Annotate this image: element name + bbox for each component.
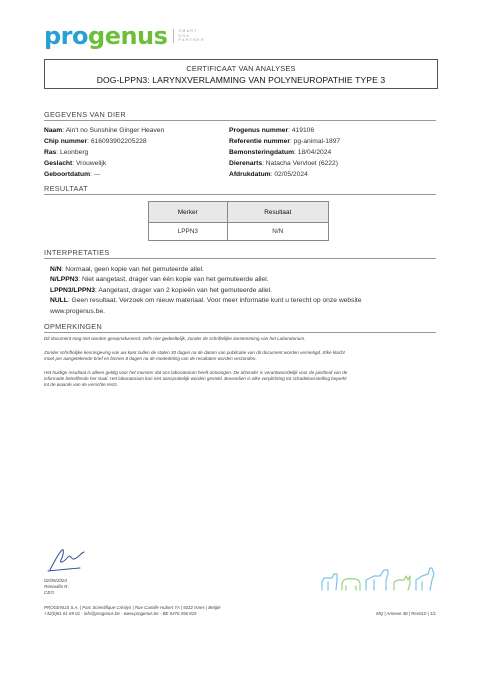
- goat-icon: [416, 568, 434, 590]
- field-veterinarian: Dierenarts: Natacha Vervloet (6222): [229, 160, 338, 167]
- logo-wordmark: progenus: [44, 22, 168, 50]
- footer-company-info: PROGENUS S.A. | Parc Scientifique Créalys | Rue Camille Hubert 7A | 5032 Isnes | België +32(0)81 61 69 01 - info@progenus.be - www.progenus.be - BE 0476 356 815: [44, 605, 221, 616]
- certificate-title: DOG-LPPN3: LARYNXVERLAMMING VAN POLYNEUROPATHIE TYPE 3: [96, 75, 386, 85]
- animal-silhouettes-illustration: [318, 560, 438, 596]
- field-sampling-date: Bemonsteringdatum: 18/04/2024: [229, 149, 332, 156]
- dog-icon: [322, 574, 337, 590]
- website-link[interactable]: www.progenus.be.: [50, 307, 106, 315]
- field-name: Naam: Ain't no Sunshine Ginger Heaven: [44, 127, 165, 134]
- signature-role: CEO: [44, 590, 54, 595]
- footer-document-reference: MQ | Annexe 48 | Rev010 | 1/1: [376, 611, 436, 616]
- remark-samples: Zonder schriftelijke kennisgeving van uw kant zullen de stalen 30 dagen na de datum van publicatie van dit document worden vernietigd. Elke klacht moet per aangetekende brief en binnen 8 dagen na de mededeling van de resultaten worden verzonden.: [44, 350, 345, 361]
- signature-block: [44, 578, 69, 596]
- certificate-title-box: [44, 59, 438, 89]
- field-print-date: Afdrukdatum: 02/05/2024: [229, 171, 308, 178]
- result-col-result: Resultaat: [227, 202, 328, 223]
- field-birthdate: Geboortdatum: ---: [44, 171, 101, 178]
- signature-image: [44, 540, 104, 576]
- field-reference-number: Referentie nummer: pg-animal-1897: [229, 138, 341, 145]
- list-item: N/N: Normaal, geen kopie van het gemuteerde allel.: [50, 266, 204, 273]
- sheep-icon: [342, 579, 360, 590]
- result-value-cell: N/N: [227, 223, 328, 241]
- result-section-heading: RESULTAAT: [44, 184, 436, 195]
- field-breed: Ras: Leonberg: [44, 149, 89, 156]
- result-table: [148, 201, 329, 241]
- certificate-subtitle: CERTIFICAAT VAN ANALYSES: [186, 64, 296, 73]
- list-item: N/LPPN3: Niet aangetast, drager van één kopie van het gemuteerde allel.: [50, 276, 269, 284]
- field-chip-number: Chip nummer: 616093902205228: [44, 138, 147, 145]
- remark-liability: Het huidige resultaat is alleen geldig voor het monster dat ons laboratorium heeft ontvangen. De afzender is verantwoordelijk voor de juistheid van de informatie betreffende het staal. Het laboratorium kan niet aansprakelijk worden gesteld. Bovendien is elke verplichting tot schadeloosstelling beperkt tot de waarde van de verrichte tests.: [44, 370, 348, 387]
- list-item: NULL: Geen resultaat. Verzoek om nieuw materiaal. Voor meer informatie kunt u terecht op onze website: [50, 297, 362, 305]
- result-marker-cell: LPPN3: [149, 223, 228, 241]
- interpretation-section-heading: INTERPRETATIES: [44, 248, 436, 259]
- remarks-section-heading: OPMERKINGEN: [44, 322, 436, 333]
- list-item: LPPN3/LPPN3: Aangetast, drager van 2 kopieën van het gemuteerde allel.: [50, 286, 272, 294]
- field-progenus-number: Progenus nummer: 419106: [229, 127, 315, 134]
- table-row: [149, 223, 329, 241]
- field-sex: Geslacht: Vrouwelijk: [44, 160, 107, 167]
- signature-name: Renovilla R.: [44, 584, 69, 589]
- interpretation-list: [50, 265, 436, 317]
- result-col-marker: Merker: [149, 202, 228, 223]
- horse-icon: [366, 570, 388, 590]
- progenus-logo: [44, 24, 205, 48]
- signature-date: 02/05/2024: [44, 578, 67, 583]
- remark-reproduction: Dit document mag niet worden gereproduceerd, zelfs niet gedeeltelijk, zonder de schriftelijke toestemming van het Laboratorium.: [44, 336, 306, 341]
- logo-tagline: SMART DNA PARTNER: [173, 29, 205, 43]
- animal-section-heading: GEGEVENS VAN DIER: [44, 110, 436, 121]
- cat-icon: [394, 576, 410, 590]
